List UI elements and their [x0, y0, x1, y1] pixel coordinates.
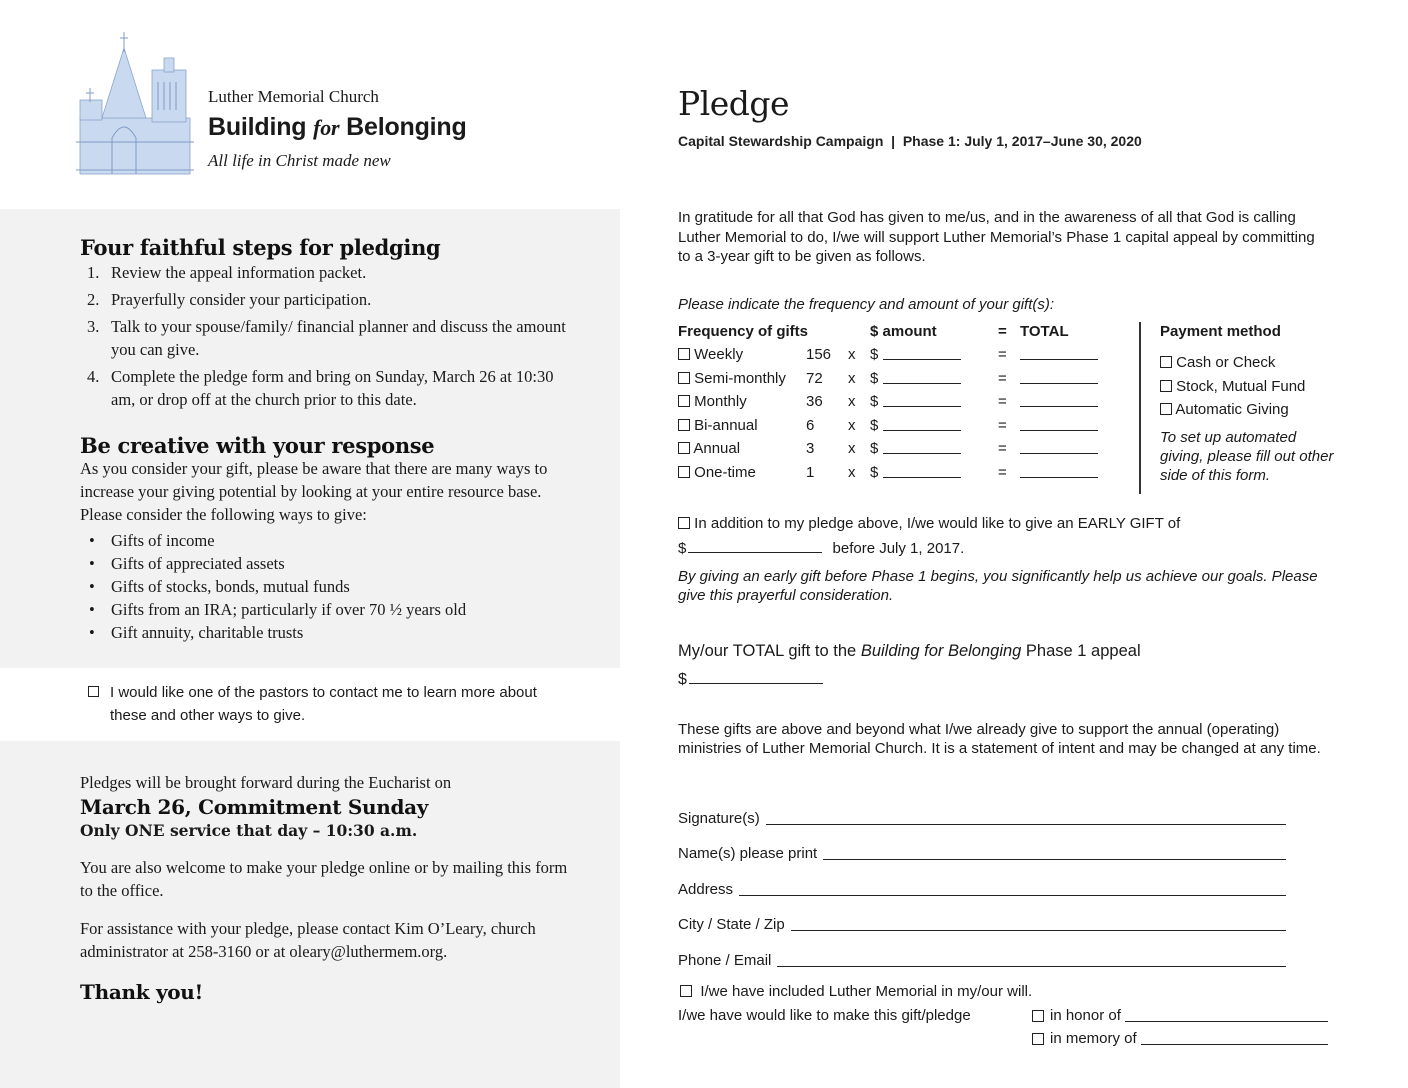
frequency-checkbox[interactable]: [678, 466, 690, 478]
frequency-option[interactable]: [678, 393, 747, 410]
in-honor-checkbox[interactable]: [1032, 1010, 1044, 1022]
total-gift-campaign: Building for Belonging: [860, 642, 1022, 660]
frequency-label: Monthly: [694, 393, 747, 410]
campaign-name: [208, 113, 467, 142]
frequency-count: 156: [806, 346, 832, 363]
step-text: Talk to your spouse/family/ financial planner and discuss the amount you can give.: [111, 317, 566, 359]
commitment-intro: Pledges will be brought forward during the Eucharist on: [80, 773, 452, 792]
early-gift-deadline: before July 1, 2017.: [832, 540, 965, 557]
total-field[interactable]: [1020, 418, 1098, 431]
early-gift-checkbox[interactable]: [678, 517, 690, 529]
signature-row: [678, 810, 1286, 827]
creative-heading: Be creative with your response: [80, 433, 435, 458]
in-memory-field[interactable]: [1141, 1030, 1328, 1045]
name-field[interactable]: [823, 845, 1286, 860]
col-equals: =: [998, 323, 1007, 340]
step-item: [80, 288, 580, 311]
col-frequency: Frequency of gifts: [678, 323, 809, 340]
total-field[interactable]: [1020, 371, 1098, 384]
early-gift-option[interactable]: [678, 515, 1180, 532]
step-number: 2.: [87, 290, 100, 309]
in-memory-option: [1032, 1030, 1328, 1047]
equals-sign: =: [998, 417, 1007, 434]
beyond-note: These gifts are above and beyond what I/we already give to support the annual (operating) ministries of Luther Memorial Church. It is a statement of intent and may be changed at any time.: [678, 721, 1321, 757]
total-field[interactable]: [1020, 394, 1098, 407]
creative-body: As you consider your gift, please be aware that there are many ways to increase your giving potential by looking at your entire resource base. Please consider the following ways to give:: [80, 459, 548, 524]
frequency-row: [678, 464, 1118, 484]
payment-checkbox[interactable]: [1160, 356, 1172, 368]
commitment-date: March 26, Commitment Sunday: [80, 795, 429, 819]
online-note: You are also welcome to make your pledge online or by mailing this form to the office.: [80, 858, 568, 900]
gift-item: • Gifts of appreciated assets: [80, 552, 580, 575]
amount-field[interactable]: [883, 371, 961, 384]
times-sign: x: [848, 346, 856, 363]
frequency-row: [678, 370, 1118, 390]
payment-option[interactable]: [1160, 401, 1289, 418]
frequency-row: [678, 440, 1118, 460]
frequency-label: Annual: [693, 440, 741, 457]
times-sign: x: [848, 440, 856, 457]
total-gift-amount-field[interactable]: [689, 671, 823, 684]
assistance-note: For assistance with your pledge, please contact Kim O’Leary, church administrator at 258-3160 or at oleary@luthermem.org.: [80, 919, 536, 961]
total-gift-amount-row: [678, 671, 823, 689]
campaign-subtitle: Capital Stewardship Campaign | Phase 1: July 1, 2017–June 30, 2020: [678, 133, 1142, 149]
frequency-row: [678, 393, 1118, 413]
contact-pastor-option: [88, 681, 568, 727]
name-label: Name(s) please print: [678, 845, 818, 862]
city-row: [678, 916, 1286, 933]
early-gift-note: By giving an early gift before Phase 1 begins, you significantly help us achieve our goals. Please give this prayerful consideration.: [678, 568, 1318, 604]
frequency-option[interactable]: [678, 464, 756, 481]
payment-heading: Payment method: [1160, 323, 1281, 340]
dollar-sign: $: [870, 346, 879, 363]
signature-field[interactable]: [766, 810, 1286, 825]
amount-field[interactable]: [883, 418, 961, 431]
name-row: [678, 845, 1286, 862]
phone-row: [678, 952, 1286, 969]
payment-divider: [1139, 322, 1141, 494]
address-label: Address: [678, 881, 734, 898]
phone-field[interactable]: [777, 952, 1286, 967]
in-memory-checkbox[interactable]: [1032, 1033, 1044, 1045]
tagline: All life in Christ made new: [208, 151, 391, 170]
frequency-count: 36: [806, 393, 823, 410]
frequency-option[interactable]: [678, 417, 758, 434]
amount-field[interactable]: [883, 465, 961, 478]
payment-option[interactable]: [1160, 354, 1275, 371]
times-sign: x: [848, 393, 856, 410]
total-gift-text-c: Phase 1 appeal: [1021, 642, 1141, 660]
step-number: 4.: [87, 367, 100, 386]
in-honor-option: [1032, 1007, 1328, 1024]
dollar-sign: $: [678, 671, 687, 688]
creative-section: [80, 434, 580, 644]
service-time: Only ONE service that day – 10:30 a.m.: [80, 821, 418, 840]
contact-pastor-checkbox[interactable]: [88, 686, 99, 697]
amount-field[interactable]: [883, 394, 961, 407]
equals-sign: =: [998, 393, 1007, 410]
will-label: I/we have included Luther Memorial in my/our will.: [700, 983, 1033, 1000]
address-row: [678, 881, 1286, 898]
frequency-label: Semi-monthly: [694, 370, 786, 387]
will-checkbox[interactable]: [680, 985, 692, 997]
frequency-count: 72: [806, 370, 823, 387]
frequency-checkbox[interactable]: [678, 372, 690, 384]
frequency-label: One-time: [694, 464, 756, 481]
steps-list: [80, 261, 580, 411]
contact-pastor-label: I would like one of the pastors to contact me to learn more about these and other ways to give.: [110, 684, 537, 724]
steps-section: [80, 236, 580, 415]
gift-item: • Gift annuity, charitable trusts: [80, 621, 580, 644]
frequency-label: Bi-annual: [694, 417, 758, 434]
equals-sign: =: [998, 370, 1007, 387]
campaign-name-b: Belonging: [339, 113, 467, 141]
address-field[interactable]: [739, 881, 1286, 896]
dollar-sign: $: [870, 440, 879, 457]
pledge-title: Pledge: [678, 84, 790, 123]
commitment-section: [80, 771, 580, 1004]
frequency-count: 6: [806, 417, 815, 434]
gifts-list: [80, 529, 580, 644]
frequency-count: 1: [806, 464, 815, 481]
campaign-name-for: for: [313, 115, 340, 140]
step-item: [80, 365, 580, 411]
frequency-count: 3: [806, 440, 815, 457]
step-item: [80, 261, 580, 284]
equals-sign: =: [998, 464, 1007, 481]
equals-sign: =: [998, 346, 1007, 363]
frequency-prompt: Please indicate the frequency and amount of your gift(s):: [678, 296, 1055, 313]
payment-label: Cash or Check: [1176, 354, 1276, 371]
church-logo: [76, 30, 196, 176]
early-gift-label: In addition to my pledge above, I/we would like to give an EARLY GIFT of: [694, 515, 1181, 532]
step-text: Complete the pledge form and bring on Sunday, March 26 at 10:30 am, or drop off at the church prior to this date.: [111, 367, 554, 409]
gift-item: • Gifts of stocks, bonds, mutual funds: [80, 575, 580, 598]
total-field[interactable]: [1020, 347, 1098, 360]
times-sign: x: [848, 370, 856, 387]
phone-label: Phone / Email: [678, 952, 772, 969]
step-number: 1.: [87, 263, 100, 282]
amount-field[interactable]: [883, 441, 961, 454]
steps-heading: Four faithful steps for pledging: [80, 235, 441, 260]
step-number: 3.: [87, 317, 100, 336]
gift-item: • Gifts from an IRA; particularly if over 70 ½ years old: [80, 598, 580, 621]
frequency-option[interactable]: [678, 370, 786, 387]
city-field[interactable]: [791, 916, 1286, 931]
total-gift-text-a: My/our TOTAL gift to the: [678, 642, 861, 660]
frequency-row: [678, 346, 1118, 366]
equals-sign: =: [998, 440, 1007, 457]
payment-checkbox[interactable]: [1160, 380, 1172, 392]
col-total: TOTAL: [1020, 323, 1069, 340]
dollar-sign: $: [870, 417, 879, 434]
frequency-row: [678, 417, 1118, 437]
col-amount: $ amount: [870, 323, 937, 340]
amount-field[interactable]: [883, 347, 961, 360]
in-honor-field[interactable]: [1125, 1007, 1328, 1022]
will-option[interactable]: [680, 983, 1032, 1000]
frequency-label: Weekly: [694, 346, 744, 363]
dollar-sign: $: [870, 393, 879, 410]
frequency-option[interactable]: [678, 440, 740, 457]
step-text: Prayerfully consider your participation.: [111, 290, 372, 309]
total-gift-label: [678, 642, 1141, 661]
times-sign: x: [848, 464, 856, 481]
honor-prompt: I/we have would like to make this gift/pledge: [678, 1007, 971, 1024]
early-gift-amount-field[interactable]: [688, 540, 822, 553]
dollar-sign: $: [870, 370, 879, 387]
payment-label: Stock, Mutual Fund: [1176, 378, 1306, 395]
payment-label: Automatic Giving: [1175, 401, 1289, 418]
dollar-sign: $: [870, 464, 879, 481]
thank-you: Thank you!: [80, 980, 204, 1004]
early-gift-amount-row: [678, 540, 964, 557]
total-field[interactable]: [1020, 465, 1098, 478]
pledge-intro: In gratitude for all that God has given to me/us, and in the awareness of all that God is calling Luther Memorial to do, I/we will support Luther Memorial’s Phase 1 capital appeal by committing to a 3-year gift to be given as follows.: [678, 209, 1315, 265]
frequency-checkbox[interactable]: [678, 442, 690, 454]
gift-item: • Gifts of income: [80, 529, 580, 552]
signature-label: Signature(s): [678, 810, 760, 827]
city-label: City / State / Zip: [678, 916, 785, 933]
times-sign: x: [848, 417, 856, 434]
total-field[interactable]: [1020, 441, 1098, 454]
frequency-checkbox[interactable]: [678, 348, 690, 360]
payment-checkbox[interactable]: [1160, 403, 1172, 415]
dollar-sign: $: [678, 540, 687, 557]
payment-option[interactable]: [1160, 378, 1305, 395]
step-text: Review the appeal information packet.: [111, 263, 367, 282]
frequency-checkbox[interactable]: [678, 419, 690, 431]
campaign-name-a: Building: [208, 113, 314, 141]
frequency-option[interactable]: [678, 346, 743, 363]
frequency-checkbox[interactable]: [678, 395, 690, 407]
in-memory-label: in memory of: [1050, 1030, 1137, 1047]
in-honor-label: in honor of: [1050, 1007, 1121, 1024]
payment-note: To set up automated giving, please fill out other side of this form.: [1160, 429, 1334, 484]
step-item: [80, 315, 580, 361]
church-name: Luther Memorial Church: [208, 87, 379, 106]
